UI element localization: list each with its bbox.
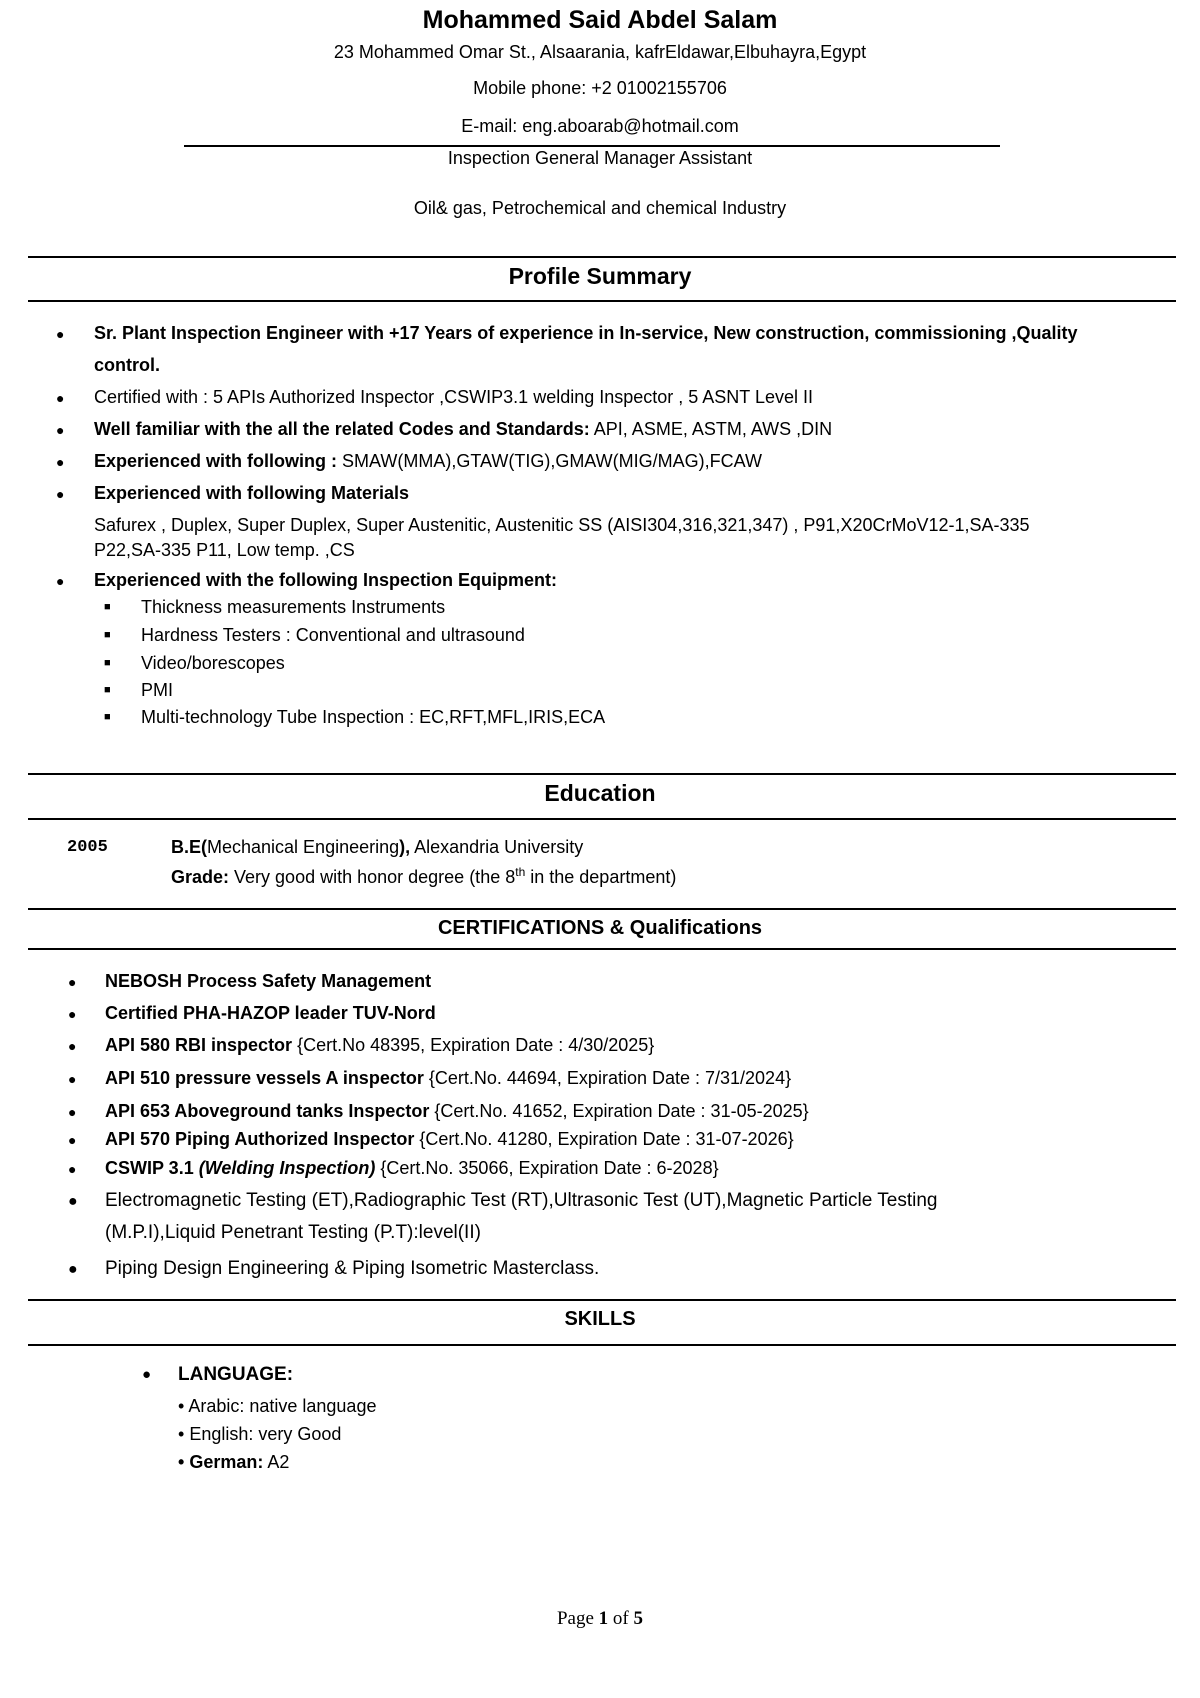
ndt-text: (M.P.I),Liquid Penetrant Testing (P.T):level(II): [105, 1222, 481, 1243]
bullet-icon: ●: [68, 1038, 77, 1054]
small-bullet-icon: •: [178, 1452, 185, 1472]
equipment-item: Video/borescopes: [141, 653, 285, 673]
profile-item-text: Sr. Plant Inspection Engineer with +17 Years of experience in In-service, New construction, commissioning ,Quality: [94, 323, 1078, 343]
materials-text: P22,SA-335 P11, Low temp. ,CS: [94, 540, 355, 560]
profile-item-text: Experienced with the following Inspection Equipment:: [94, 570, 558, 590]
equipment-item: Thickness measurements Instruments: [141, 597, 446, 617]
page-prefix: Page: [556, 1608, 599, 1629]
skills-bottom-rule: [28, 1344, 1176, 1346]
equipment-item: Multi-technology Tube Inspection : EC,RFT,MFL,IRIS,ECA: [141, 707, 606, 727]
square-bullet-icon: ■: [104, 711, 111, 723]
bullet-icon: ●: [68, 1132, 77, 1148]
square-bullet-icon: ■: [104, 657, 111, 669]
language-item: [178, 1424, 341, 1445]
cert-italic: (Welding Inspection): [198, 1158, 376, 1178]
square-bullet-icon: ■: [104, 629, 111, 641]
certifications-bottom-rule: [28, 948, 1176, 950]
piping-course: Piping Design Engineering & Piping Isometric Masterclass.: [105, 1258, 600, 1279]
page-of: of: [608, 1608, 634, 1629]
bullet-icon: ●: [56, 390, 65, 406]
bullet-icon: ●: [68, 1261, 78, 1278]
education-year: 2005: [67, 838, 108, 857]
bullet-icon: ●: [68, 1193, 78, 1210]
industry: Oil& gas, Petrochemical and chemical Industry: [413, 198, 787, 218]
language-label: LANGUAGE:: [178, 1364, 294, 1385]
education-top-rule: [28, 773, 1176, 775]
ndt-text: Electromagnetic Testing (ET),Radiographic Test (RT),Ultrasonic Test (UT),Magnetic Particle Testing: [105, 1190, 938, 1211]
cert-name: CSWIP 3.1: [105, 1158, 199, 1178]
language-name: Arabic:: [188, 1396, 245, 1416]
page-current: 1: [598, 1608, 609, 1629]
language-item: [178, 1396, 376, 1417]
cert-name: API 653 Aboveground tanks Inspector: [105, 1101, 430, 1121]
certifications-top-rule: [28, 908, 1176, 910]
degree-suffix: ),: [399, 837, 411, 857]
language-level: native language: [244, 1396, 377, 1416]
cert-details: {Cert.No 48395, Expiration Date : 4/30/2025}: [292, 1035, 655, 1055]
bullet-icon: ●: [68, 1071, 77, 1087]
header-divider: [184, 145, 1000, 147]
cert-details: {Cert.No. 41280, Expiration Date : 31-07-2026}: [414, 1129, 794, 1149]
education-bottom-rule: [28, 818, 1176, 820]
grade-text: Very good with honor degree (the 8: [229, 867, 516, 887]
university: Alexandria University: [410, 837, 584, 857]
profile-bottom-rule: [28, 300, 1176, 302]
profile-item-text: Certified with : 5 APIs Authorized Inspector ,CSWIP3.1 welding Inspector , 5 ASNT Level II: [94, 387, 814, 407]
cert-details: {Cert.No. 41652, Expiration Date : 31-05-2025}: [429, 1101, 809, 1121]
square-bullet-icon: ■: [104, 601, 111, 613]
mobile-phone: Mobile phone: +2 01002155706: [473, 78, 727, 98]
small-bullet-icon: •: [178, 1424, 185, 1444]
certifications-heading: CERTIFICATIONS & Qualifications: [437, 917, 763, 939]
bullet-icon: ●: [142, 1366, 152, 1383]
cert-name: Certified PHA-HAZOP leader TUV-Nord: [105, 1003, 436, 1023]
equipment-item: Hardness Testers : Conventional and ultrasound: [141, 625, 525, 645]
degree-prefix: B.E(: [171, 837, 207, 857]
education-grade: [171, 865, 676, 888]
profile-item-text: API, ASME, ASTM, AWS ,DIN: [589, 419, 833, 439]
profile-item-bold: Well familiar with the all the related Codes and Standards:: [94, 419, 590, 439]
profile-summary-heading: Profile Summary: [508, 263, 692, 289]
page-total: 5: [633, 1608, 643, 1629]
small-bullet-icon: •: [178, 1396, 185, 1416]
profile-top-rule: [28, 256, 1176, 258]
profile-item-text: Experienced with following Materials: [94, 483, 410, 503]
address: 23 Mohammed Omar St., Alsaarania, kafrEldawar,Elbuhayra,Egypt: [333, 42, 867, 62]
cert-details: {Cert.No. 35066, Expiration Date : 6-2028}: [375, 1158, 719, 1178]
skills-top-rule: [28, 1299, 1176, 1301]
cert-name: NEBOSH Process Safety Management: [105, 971, 432, 991]
bullet-icon: ●: [68, 1104, 77, 1120]
bullet-icon: ●: [56, 573, 65, 589]
current-role: Inspection General Manager Assistant: [447, 148, 753, 168]
equipment-item: PMI: [141, 680, 174, 700]
profile-item-bold: Experienced with following :: [94, 451, 338, 471]
email: E-mail: eng.aboarab@hotmail.com: [461, 116, 739, 136]
bullet-icon: ●: [56, 326, 65, 342]
page-number: [0, 1608, 1200, 1630]
profile-item-text: control.: [94, 355, 160, 375]
cert-name: API 570 Piping Authorized Inspector: [105, 1129, 415, 1149]
candidate-name: Mohammed Said Abdel Salam: [422, 6, 778, 34]
profile-item-text: SMAW(MMA),GTAW(TIG),GMAW(MIG/MAG),FCAW: [337, 451, 762, 471]
language-item: [178, 1452, 289, 1473]
degree-field: Mechanical Engineering: [207, 837, 400, 857]
cert-details: {Cert.No. 44694, Expiration Date : 7/31/2024}: [423, 1068, 792, 1088]
education-degree: [171, 837, 583, 858]
skills-heading: SKILLS: [564, 1308, 636, 1330]
cert-name: API 510 pressure vessels A inspector: [105, 1068, 424, 1088]
bullet-icon: ●: [56, 454, 65, 470]
bullet-icon: ●: [68, 1161, 77, 1177]
grade-tail: in the department): [525, 867, 677, 887]
grade-label: Grade:: [171, 867, 230, 887]
bullet-icon: ●: [56, 486, 65, 502]
education-heading: Education: [544, 780, 656, 806]
grade-sup: th: [515, 865, 526, 879]
bullet-icon: ●: [68, 974, 77, 990]
language-name: English:: [189, 1424, 254, 1444]
bullet-icon: ●: [68, 1006, 77, 1022]
bullet-icon: ●: [56, 422, 65, 438]
materials-text: Safurex , Duplex, Super Duplex, Super Austenitic, Austenitic SS (AISI304,316,321,347) , P91,X20CrMoV12-1,SA-335: [94, 515, 1030, 535]
language-name: German:: [189, 1452, 264, 1472]
language-level: very Good: [253, 1424, 342, 1444]
cert-name: API 580 RBI inspector: [105, 1035, 293, 1055]
language-level: A2: [263, 1452, 290, 1472]
square-bullet-icon: ■: [104, 684, 111, 696]
